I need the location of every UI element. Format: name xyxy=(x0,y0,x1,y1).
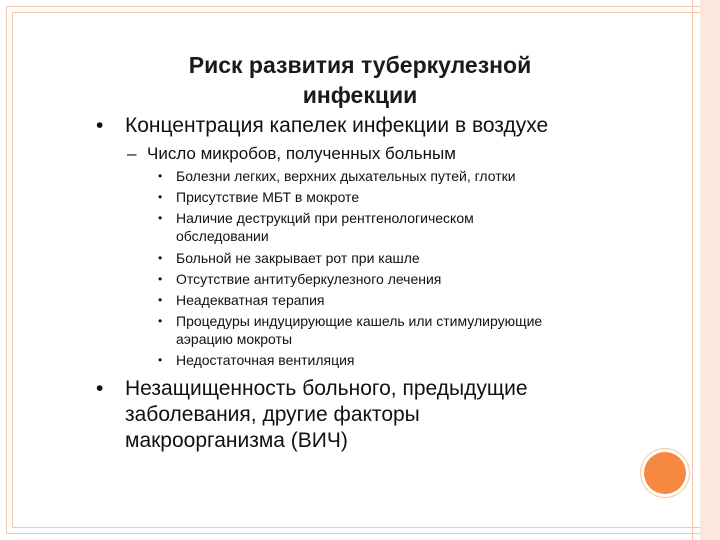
bullet-mark: • xyxy=(158,314,163,328)
bullet-mark: • xyxy=(158,353,163,367)
list-item-text-continued: аэрацию мокроты xyxy=(176,331,293,347)
bullet-mark: • xyxy=(158,169,163,183)
bullet-mark: • xyxy=(158,272,163,286)
list-item-text: Присутствие МБТ в мокроте xyxy=(176,189,360,205)
bullet-mark: • xyxy=(158,293,163,307)
slide-title xyxy=(100,50,620,110)
list-item-text: Недостаточная вентиляция xyxy=(176,352,355,368)
bullet-text: Незащищенность больного, предыдущие xyxy=(125,377,528,400)
bullet-mark: • xyxy=(96,377,104,400)
bullet-mark: • xyxy=(158,251,163,265)
right-decorative-strip xyxy=(700,0,720,540)
list-item-text: Неадекватная терапия xyxy=(176,292,325,308)
list-item-text: Наличие деструкций при рентгенологическом xyxy=(176,210,474,226)
bullet-mark: • xyxy=(158,211,163,225)
dash-mark: – xyxy=(127,144,137,163)
bullet-text-continued: заболевания, другие факторы xyxy=(125,403,420,426)
bullet-text: Концентрация капелек инфекции в воздухе xyxy=(125,114,549,137)
bullet-text-continued: макроорганизма (ВИЧ) xyxy=(125,429,348,452)
list-item-text: Больной не закрывает рот при кашле xyxy=(176,250,420,266)
orange-circle-decoration xyxy=(644,452,686,494)
slide-title-line-2: инфекции xyxy=(302,82,418,108)
slide-title-line-1: Риск развития туберкулезной xyxy=(188,52,532,78)
sub-bullet-text: Число микробов, полученных больным xyxy=(147,144,456,163)
list-item-text: Процедуры индуцирующие кашель или стимулирующие xyxy=(176,313,543,329)
bullet-mark: • xyxy=(96,114,104,137)
list-item-text: Отсутствие антитуберкулезного лечения xyxy=(176,271,442,287)
right-frame-rule xyxy=(692,0,693,540)
list-item-text: Болезни легких, верхних дыхательных путей, глотки xyxy=(176,168,516,184)
list-item-text-continued: обследовании xyxy=(176,228,269,244)
bullet-mark: • xyxy=(158,190,163,204)
